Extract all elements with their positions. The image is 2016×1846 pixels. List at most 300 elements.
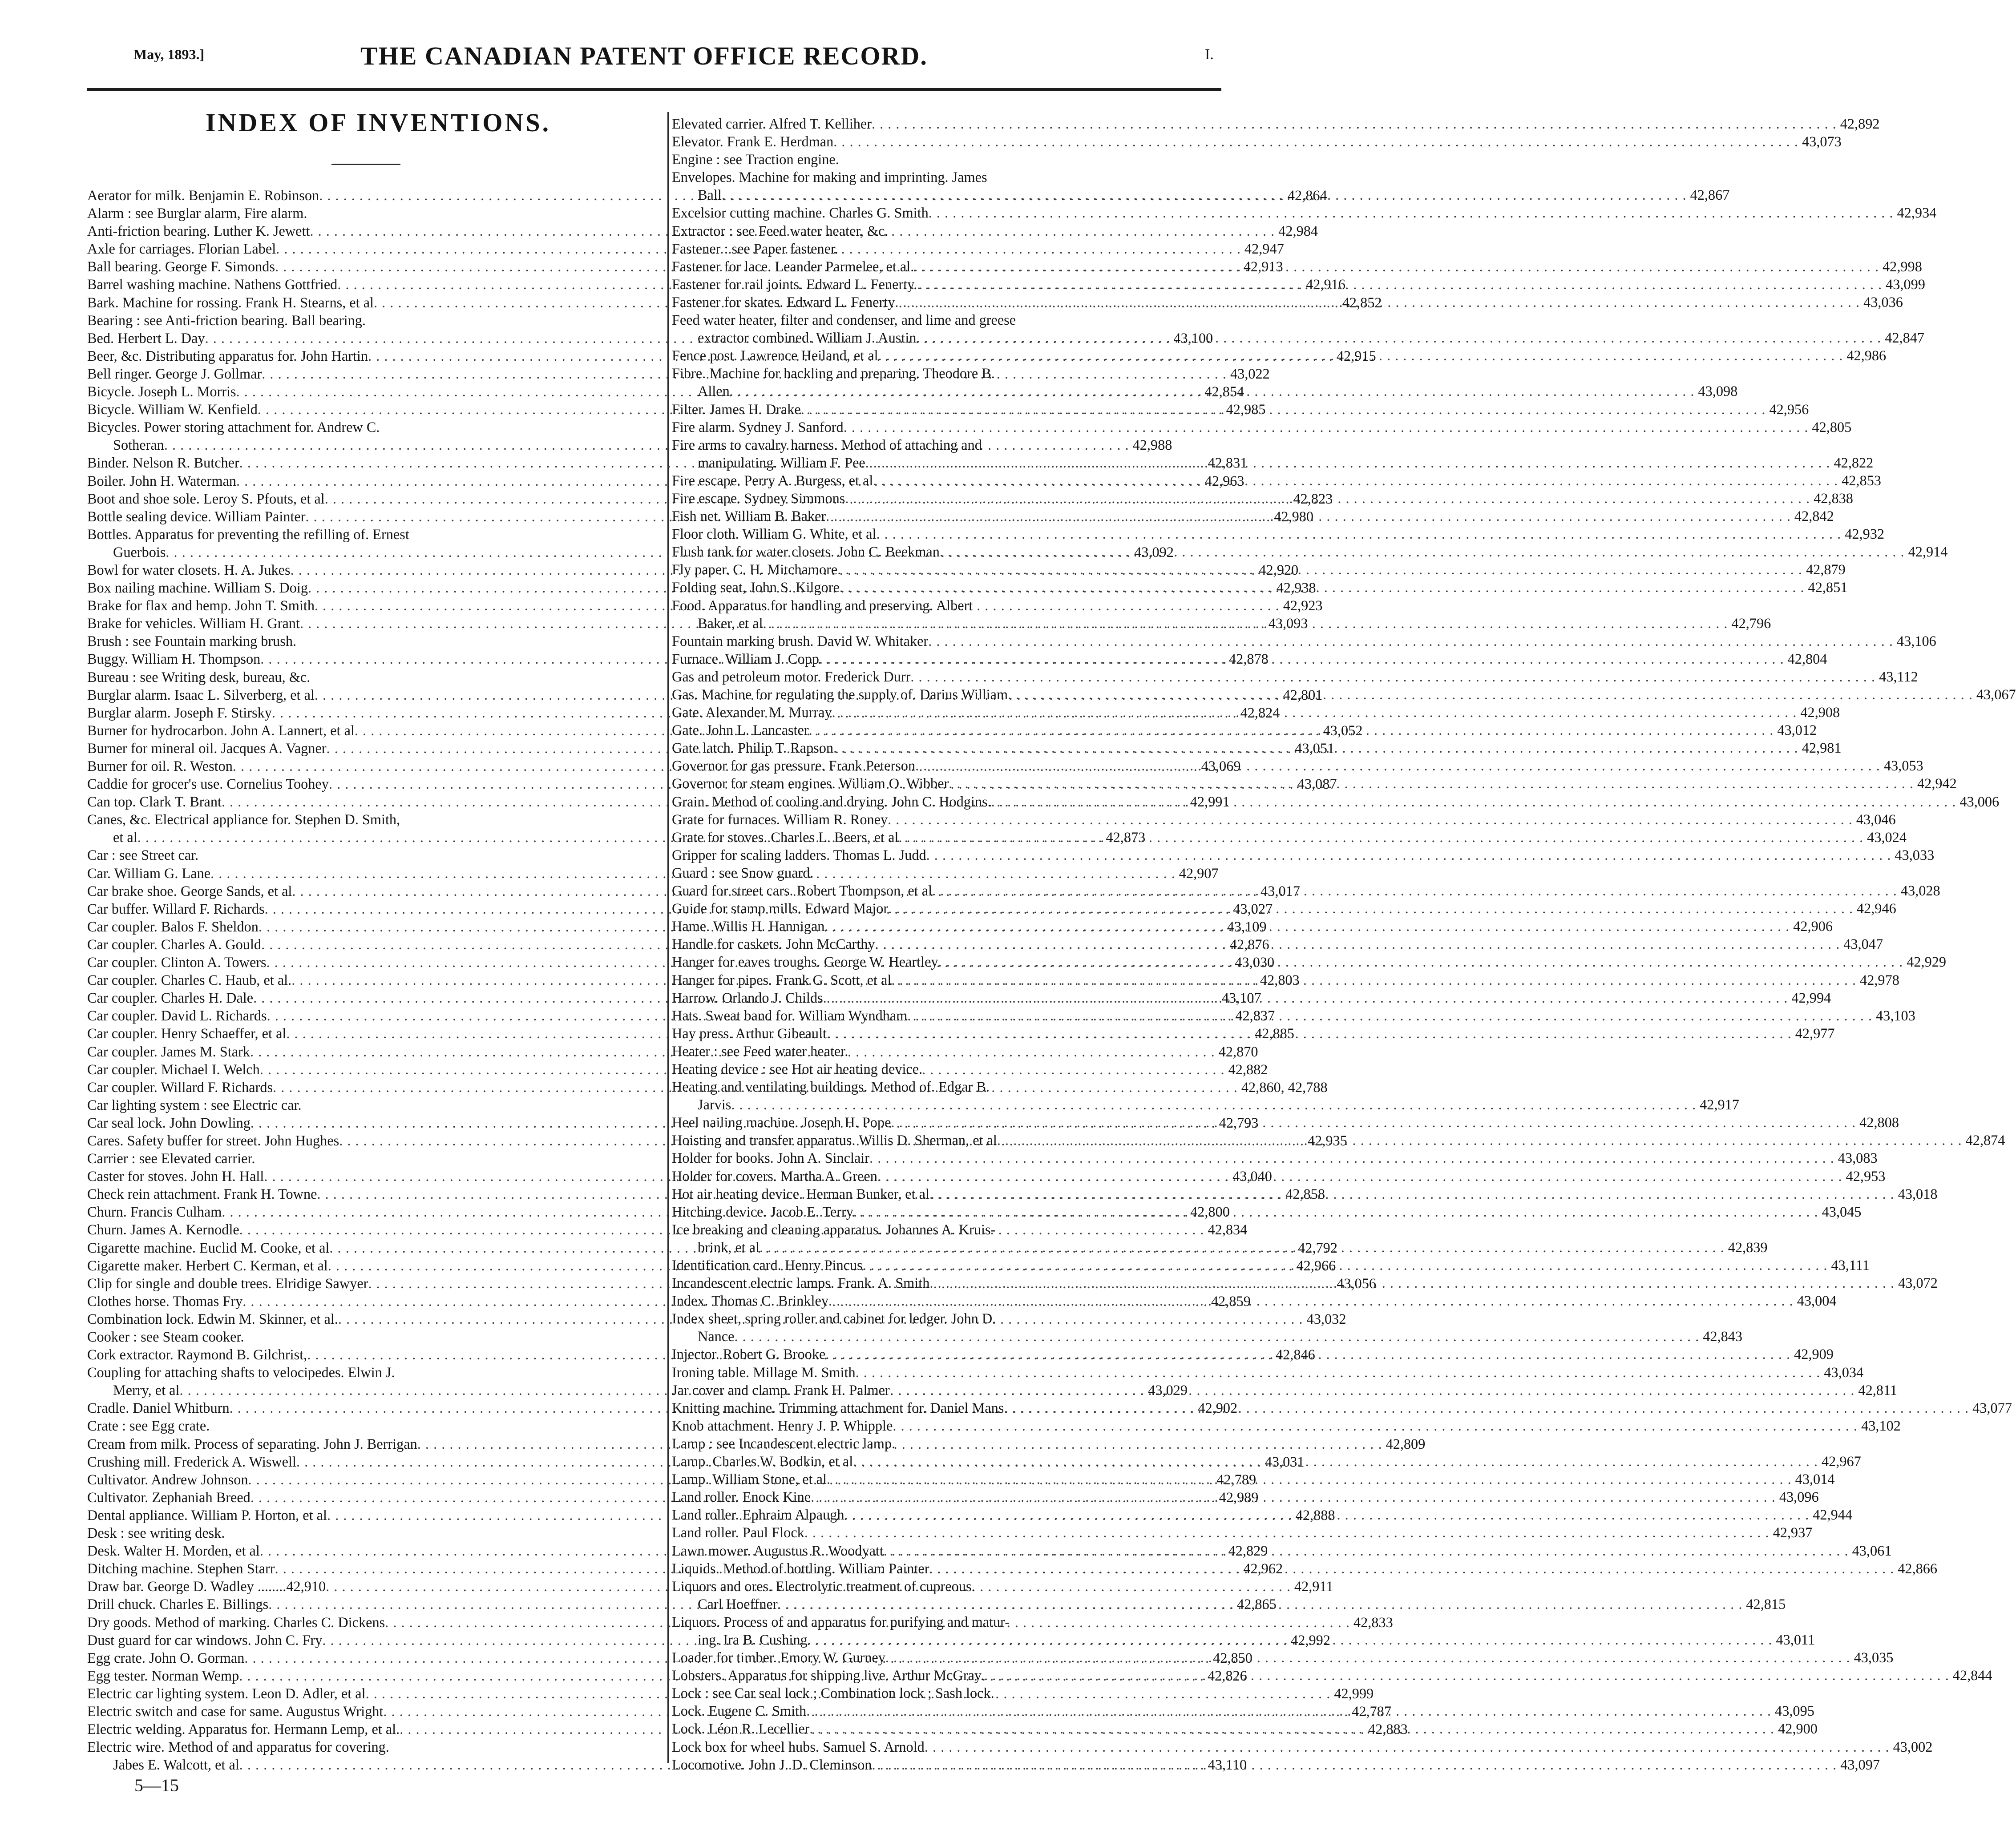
patent-number: 42,870 [1218, 1043, 1258, 1060]
patent-number: 42,885 [1255, 1025, 1294, 1042]
index-entry-text: Holder for covers. Martha A. Green [672, 1168, 877, 1184]
dot-leader [853, 1203, 1818, 1221]
index-entry-text: Lamp. Charles W. Bodkin, et al [672, 1453, 853, 1470]
printer-signature: 5—15 [134, 1775, 179, 1795]
index-entry-text: Bell ringer. George J. Gollmar [87, 365, 262, 382]
index-entry-continuation-text: Jabes E. Walcott, et al [113, 1757, 239, 1773]
patent-number: 42,883 [1368, 1721, 1408, 1737]
index-entry-text: Brush : see Fountain marking brush. [87, 633, 297, 649]
index-entry [672, 133, 1842, 150]
dot-leader [917, 275, 1882, 293]
patent-number: 42,846 [1276, 1346, 1315, 1363]
index-entry-text: Bicycle. Joseph L. Morris [87, 383, 236, 400]
index-entry-text: Desk. Walter H. Morden, et al [87, 1543, 260, 1559]
dot-leader [826, 507, 1791, 525]
patent-number: 43,040 [1232, 1168, 1272, 1185]
index-entry [672, 810, 1896, 828]
index-entry-text: Car coupler. Charles A. Gould [87, 936, 262, 952]
index-entry-text: Carrier : see Elevated carrier. [87, 1150, 255, 1167]
index-entry-text: Liquors. Process of and apparatus for purifying and matur- [672, 1613, 1010, 1630]
index-entry-text: Lawn mower. Augustus R. Woodyatt [672, 1542, 884, 1559]
index-cross-reference [672, 1060, 1215, 1078]
patent-number: 42,980 [1274, 508, 1314, 524]
patent-number: 42,999 [1334, 1685, 1374, 1701]
patent-number: 42,860, 42,788 [1241, 1079, 1328, 1095]
patent-number: 42,992 [1291, 1632, 1330, 1648]
index-entry-text: Feed water heater, filter and condenser, and lime and greese [672, 312, 1016, 328]
dot-leader [722, 186, 1687, 204]
dot-leader [856, 1363, 1821, 1381]
patent-number: 42,938 [1276, 580, 1316, 596]
patent-number: 43,112 [1879, 668, 1918, 685]
index-entry-continuation-text: et al [113, 829, 137, 846]
index-entry-text: Cradle. Daniel Whitburn [87, 1400, 230, 1416]
patent-number: 42,989 [1219, 1489, 1259, 1505]
index-entry-text: Lock : see Car seal lock ; Combination lock ; Sash lock. [672, 1685, 994, 1701]
index-entry-text: Car seal lock. John Dowling [87, 1114, 250, 1131]
index-entry-text: Hanger for eaves troughs. George W. Heartley [672, 954, 938, 970]
dot-leader [844, 1506, 1809, 1524]
dot-leader [916, 329, 1881, 347]
index-entry-text: Dry goods. Method of marking. Charles C. Dickens [87, 1614, 385, 1630]
index-entry-text: Car coupler. David L. Richards [87, 1008, 267, 1024]
index-entry-text: Aerator for milk. Benjamin E. Robinson [87, 187, 319, 203]
header-rule [87, 88, 1221, 91]
index-entry-continuation [672, 329, 1925, 347]
dot-leader [853, 1452, 1818, 1470]
index-entry-text: Clothes horse. Thomas Fry [87, 1293, 243, 1309]
dot-leader [828, 1292, 1794, 1310]
index-entry-text: Dental appliance. William P. Horton, et al [87, 1507, 327, 1523]
index-entry-text: Hay press. Arthur Gibeault [672, 1025, 827, 1041]
page-number: I. [1205, 46, 1214, 63]
patent-number: 43,035 [1854, 1649, 1894, 1666]
patent-number: 42,847 [1885, 330, 1925, 346]
section-title: INDEX OF INVENTIONS. [205, 108, 551, 137]
patent-number: 42,851 [1808, 579, 1848, 596]
patent-number: 42,953 [1846, 1168, 1886, 1184]
patent-number: 42,831 [1208, 455, 1248, 471]
index-entry-text: Gripper for scaling ladders. Thomas L. Judd [672, 846, 926, 863]
index-cross-reference [87, 1417, 592, 1435]
index-entry-text: Egg tester. Norman Wemp [87, 1667, 239, 1684]
patent-number: 42,789 [1216, 1471, 1256, 1487]
index-entry-text: Buggy. William H. Thompson [87, 651, 261, 667]
index-cross-reference [672, 864, 1215, 882]
dot-leader [837, 560, 1802, 578]
index-entry-text: Coupling for attaching shafts to velocipedes. Elwin J. [87, 1364, 395, 1381]
dot-leader [898, 828, 1863, 846]
index-entry-line [672, 1310, 1215, 1327]
dot-leader [804, 1524, 1770, 1541]
patent-number: 42,811 [1858, 1382, 1898, 1398]
index-entry-continuation-text: Allen [698, 383, 730, 399]
patent-number: 42,915 [1336, 347, 1376, 364]
index-cross-reference [87, 1524, 592, 1542]
index-entry-text: Heating device : see Hot air heating device. [672, 1060, 923, 1077]
patent-number: 43,022 [1230, 365, 1270, 382]
dot-leader [925, 1738, 1890, 1756]
patent-number: 43,067 [1976, 686, 2016, 702]
index-entry-text: Burner for hydrocarbon. John A. Lannert, et al [87, 722, 355, 738]
patent-number: 42,946 [1856, 900, 1896, 917]
index-entry-text: Floor cloth. William G. White, et al [672, 526, 877, 542]
patent-number: 42,967 [1822, 1453, 1861, 1470]
index-entry-text: Heel nailing machine. Joseph H. Pope [672, 1114, 891, 1131]
patent-number: 42,956 [1769, 401, 1809, 417]
index-entry-line [672, 1221, 1215, 1238]
index-entry-text: Egg crate. John O. Gorman [87, 1649, 245, 1666]
patent-number: 42,865 [1237, 1596, 1277, 1612]
patent-number: 43,109 [1227, 918, 1267, 935]
index-entry-text: Bicycle. William W. Kenfield [87, 401, 258, 418]
index-entry-text: Loader for timber. Emory W. Gurney [672, 1649, 885, 1666]
index-entry-text: Harrow. Orlando J. Childs [672, 989, 823, 1006]
index-entry-text: Excelsior cutting machine. Charles G. Smith [672, 205, 929, 221]
page-header-title: THE CANADIAN PATENT OFFICE RECORD. [360, 41, 928, 70]
patent-number: 43,006 [1959, 793, 2000, 810]
index-entry-line [87, 418, 592, 436]
index-entry [672, 1149, 1878, 1167]
index-cross-reference [87, 846, 592, 864]
index-entry-text: Hoisting and transfer apparatus. Willis D. Sherman, et al [672, 1132, 997, 1149]
patent-number: 43,018 [1898, 1185, 1938, 1202]
index-entry-text: Ice breaking and cleaning apparatus. Johannes A. Kruis- [672, 1221, 996, 1237]
dot-leader [891, 1113, 1856, 1131]
patent-number: 42,873 [1106, 829, 1146, 846]
index-entry-text: Electric car lighting system. Leon D. Adler, et al [87, 1685, 366, 1701]
dot-leader [806, 1702, 1771, 1720]
patent-number: 42,888 [1295, 1507, 1335, 1523]
patent-number: 43,093 [1268, 615, 1308, 632]
index-cross-reference [672, 240, 1215, 258]
dot-leader [929, 1560, 1895, 1577]
patent-number: 42,824 [1240, 704, 1280, 721]
patent-number: 43,061 [1852, 1542, 1892, 1559]
patent-number: 42,804 [1787, 650, 1827, 667]
index-entry-continuation-text: Merry, et al [113, 1382, 180, 1399]
patent-number: 42,796 [1731, 615, 1771, 631]
index-entry-text: Heater : see Feed water heater. [672, 1043, 848, 1059]
patent-number: 43,087 [1297, 776, 1337, 792]
index-cross-reference [672, 150, 1215, 168]
dot-leader [827, 1470, 1792, 1488]
index-entry-continuation-text: extractor combined. William J. Austin [698, 330, 917, 346]
index-entry-text: Brake for vehicles. William H. Grant [87, 615, 300, 632]
index-entry-text: Burner for oil. R. Weston [87, 758, 233, 774]
index-entry-text: Liquids. Method of bottling. William Painter [672, 1560, 929, 1576]
index-entry-text: Liquors and ores. Electrolytic treatment of cupreous. [672, 1578, 975, 1594]
patent-number: 42,985 [1226, 401, 1266, 418]
patent-number: 43,111 [1831, 1257, 1870, 1273]
patent-number: 42,878 [1229, 651, 1269, 667]
patent-number: 42,984 [1278, 223, 1318, 239]
patent-number: 43,069 [1201, 758, 1241, 774]
patent-number: 42,853 [1842, 472, 1881, 488]
dot-leader [832, 703, 1797, 721]
index-entry-line [87, 525, 592, 543]
index-entry [672, 204, 1937, 222]
index-cross-reference [672, 1042, 1215, 1060]
dot-leader [888, 899, 1853, 917]
index-entry-text: Fire alarm. Sydney J. Sanford [672, 419, 844, 435]
index-entry [672, 793, 2000, 810]
index-entry-text: Fastener for skates. Edward L. Fenerty [672, 294, 895, 310]
index-entry-text: Index sheet, spring roller and cabinet for ledger. John D. [672, 1310, 996, 1327]
index-entry-line [672, 1577, 1215, 1595]
index-entry [672, 1417, 1901, 1435]
index-entry-text: Drill chuck. Charles E. Billings [87, 1596, 269, 1612]
index-entry-text: Anti-friction bearing. Luther K. Jewett [87, 223, 310, 239]
patent-number: 43,102 [1861, 1417, 1901, 1434]
patent-number: 42,803 [1260, 972, 1300, 988]
index-entry-text: Dust guard for car windows. John C. Fry [87, 1632, 323, 1648]
index-entry-text: Grate for stoves. Charles L. Beers, et al [672, 829, 899, 845]
section-title-rule [331, 164, 400, 165]
patent-number: 43,014 [1795, 1471, 1835, 1487]
index-entry-text: Car coupler. Charles C. Haub, et al. [87, 972, 292, 988]
index-entry-text: Fly paper. C. H. Mitchamore [672, 561, 838, 578]
dot-leader [809, 1720, 1774, 1737]
index-entry-text: Grain. Method of cooling and drying. John C. Hodgins. [672, 793, 991, 810]
patent-number: 42,829 [1228, 1543, 1268, 1559]
index-entry-text: Draw bar. George D. Wadley ........42,910 [87, 1578, 326, 1595]
dot-leader [778, 1595, 1743, 1613]
patent-number: 43,028 [1900, 883, 1940, 899]
dot-leader [865, 454, 1830, 472]
patent-number: 43,029 [1148, 1382, 1188, 1399]
index-entry-text: Ditching machine. Stephen Starr [87, 1560, 275, 1577]
dot-leader [823, 989, 1788, 1007]
index-entry-text: Locomotive. John J. D. Cleminson [672, 1756, 872, 1773]
index-cross-reference [87, 1149, 592, 1167]
index-cross-reference [87, 311, 592, 329]
index-entry [672, 1524, 1813, 1541]
index-entry-text: Hanger for pipes. Frank G. Scott, et al [672, 971, 892, 988]
index-entry-continuation-text: Carl Hoeffner [698, 1596, 778, 1612]
patent-number: 42,942 [1917, 775, 1957, 792]
dot-leader [929, 1274, 1895, 1292]
index-entry-text: Burner for mineral oil. Jacques A. Vagner [87, 740, 327, 756]
index-entry-text: Car coupler. Clinton A. Towers [87, 954, 267, 971]
index-entry-continuation-text: Guerbois [113, 544, 166, 560]
index-entry-text: Fish net. William B. Baker [672, 508, 826, 524]
index-entry-text: Hitching device. Jacob E. Terry [672, 1203, 853, 1220]
index-entry-text: Cultivator. Zephaniah Breed [87, 1489, 250, 1505]
index-entry-text: Lock. Léon R. Lecellier [672, 1721, 810, 1737]
patent-number: 43,012 [1777, 722, 1817, 738]
index-entry-text: Caddie for grocer's use. Cornelius Toohey [87, 776, 329, 792]
index-entry-line [87, 1363, 592, 1381]
index-entry-continuation-text: Sotheran [113, 437, 164, 453]
index-entry-text: Fibre. Machine for hackling and preparing. Theodore B. [672, 365, 995, 382]
patent-number: 42,932 [1845, 526, 1885, 542]
index-entry-text: Bottles. Apparatus for preventing the refilling of. Ernest [87, 526, 409, 542]
index-entry [672, 115, 1880, 133]
index-entry-text: Lamp. William Stone, et al [672, 1471, 827, 1487]
index-entry-text: Extractor : see Feed water heater, &c. [672, 222, 889, 239]
patent-number: 42,892 [1840, 116, 1880, 132]
patent-number: 43,098 [1698, 383, 1738, 399]
index-entry [672, 543, 1948, 560]
index-entry-text: Food. Apparatus for handling and preserving. Albert [672, 597, 973, 613]
index-entry-text: Cream from milk. Process of separating. John J. Berrigan [87, 1435, 417, 1452]
index-entry-text: Can top. Clark T. Brant [87, 794, 222, 810]
dot-leader [875, 935, 1840, 953]
dot-leader [926, 846, 1891, 864]
index-entry-text: Heating and ventilating buildings. Method of. Edgar B. [672, 1079, 990, 1095]
dot-leader [878, 347, 1843, 364]
patent-number: 43,045 [1822, 1203, 1862, 1220]
index-entry-continuation-text: ing. Ira B. Cushing [698, 1631, 808, 1648]
index-entry-line [672, 168, 1215, 186]
index-entry-text: Check rein attachment. Frank H. Towne [87, 1186, 317, 1202]
index-entry-text: Beer, &c. Distributing apparatus for. John Hartin [87, 347, 368, 364]
index-entry-text: Car coupler. Michael I. Welch [87, 1061, 260, 1077]
dot-leader [872, 115, 1837, 133]
index-entry-text: Land roller. Ephraim Alpaugh [672, 1507, 844, 1523]
patent-number: 42,966 [1296, 1257, 1336, 1274]
index-entry-line [87, 810, 592, 828]
patent-number: 42,929 [1907, 954, 1947, 970]
index-entry-text: Jar cover and clamp. Frank H. Palmer [672, 1382, 890, 1398]
patent-number: 42,900 [1778, 1721, 1818, 1737]
index-entry-text: Lock. Eugene C. Smith [672, 1703, 807, 1719]
index-entry-text: Fire escape. Sydney Simmons [672, 490, 845, 506]
dot-leader [914, 258, 1879, 275]
patent-number: 42,991 [1190, 794, 1230, 810]
dot-leader [949, 774, 1914, 792]
dot-leader [876, 525, 1841, 543]
patent-number: 43,031 [1265, 1453, 1305, 1470]
patent-number: 42,907 [1179, 865, 1219, 881]
index-entry-text: Cigarette machine. Euclid M. Cooke, et al [87, 1239, 330, 1256]
patent-number: 42,981 [1802, 740, 1842, 756]
dot-leader [819, 650, 1784, 668]
dot-leader [734, 1327, 1699, 1345]
index-entry-text: Injector. Robert G. Brooke [672, 1346, 826, 1362]
patent-number: 42,826 [1207, 1667, 1247, 1684]
index-entry-text: Car lighting system : see Electric car. [87, 1096, 302, 1113]
index-entry-text: Churn. James A. Kernodle [87, 1221, 239, 1238]
dot-leader [997, 1131, 1962, 1149]
dot-leader [991, 793, 1956, 810]
patent-number: 42,998 [1883, 258, 1922, 274]
index-entry-text: Hame. Willis H. Hannigan [672, 918, 825, 935]
index-entry-continuation-text: manipulating. William F. Pee [698, 454, 865, 471]
patent-number: 42,800 [1190, 1204, 1230, 1220]
dot-leader [938, 953, 1903, 971]
index-entry-text: Crate : see Egg crate. [87, 1418, 210, 1434]
patent-number: 43,096 [1779, 1489, 1819, 1505]
index-entry-text: Axle for carriages. Florian Label [87, 241, 276, 257]
dot-leader [877, 1167, 1842, 1185]
patent-number: 43,052 [1323, 722, 1363, 738]
index-entry-text: Gate latch. Philip T. Rapson [672, 740, 833, 756]
index-entry-text: Electric welding. Apparatus for. Hermann Lemp, et al. [87, 1721, 400, 1737]
patent-number: 42,908 [1800, 704, 1840, 721]
index-entry-text: Gate. Alexander M. Murray [672, 704, 832, 721]
index-entry-text: Hats. Sweat band for. William Wyndham [672, 1007, 908, 1024]
patent-number: 42,864 [1287, 187, 1327, 203]
index-entry-line [672, 436, 1215, 454]
dot-leader [863, 1256, 1828, 1274]
index-entry-text: Governor for gas pressure. Frank Peterson [672, 758, 916, 774]
dot-leader [825, 1345, 1790, 1363]
index-entry-text: Car brake shoe. George Sands, et al [87, 883, 292, 899]
index-entry-continuation-text: Baker, et al [698, 615, 763, 631]
index-entry-line [672, 597, 1215, 614]
patent-number: 42,842 [1794, 508, 1834, 524]
index-entry-text: Index. Thomas C. Brinkley [672, 1293, 828, 1309]
patent-number: 43,107 [1221, 990, 1261, 1006]
index-entry-text: Knob attachment. Henry J. P. Whipple [672, 1417, 893, 1434]
index-entry-text: Lobsters. Apparatus for shipping live. Arthur McGray. [672, 1667, 985, 1684]
patent-number: 42,854 [1204, 383, 1244, 400]
index-entry-text: Clip for single and double trees. Elridige Sawyer [87, 1275, 368, 1291]
dot-leader [1008, 685, 1973, 703]
index-entry-text: Hot air heating device. Herman Bunker, et al [672, 1185, 929, 1202]
index-cross-reference [672, 1435, 1215, 1452]
patent-number: 42,879 [1806, 561, 1846, 578]
index-entry-text: Car : see Street car. [87, 847, 199, 863]
patent-number: 43,011 [1776, 1631, 1815, 1648]
index-entry-text: Furnace. William J. Copp [672, 650, 819, 667]
patent-number: 42,844 [1952, 1667, 1992, 1684]
index-entry-text: Gas and petroleum motor. Frederick Durr [672, 668, 911, 685]
patent-number: 42,986 [1846, 347, 1887, 364]
index-entry-text: Folding seat, John S. Kilgore [672, 579, 840, 596]
index-cross-reference [87, 204, 592, 222]
index-entry-text: Bark. Machine for rossing. Frank H. Stearns, et al [87, 294, 374, 310]
patent-number: 42,839 [1728, 1239, 1768, 1255]
index-entry-text: Bed. Herbert L. Day [87, 330, 205, 346]
index-entry-text: Lock box for wheel hubs. Samuel S. Arnold [672, 1738, 925, 1755]
patent-number: 42,916 [1306, 276, 1345, 293]
patent-number: 42,920 [1259, 561, 1299, 578]
index-entry-text: Fire escape. Perry A. Burgess, et al [672, 472, 873, 488]
index-entry [672, 632, 1936, 650]
index-entry-text: Identification card. Henry Pincus [672, 1257, 863, 1273]
dot-leader [731, 1096, 1696, 1113]
index-entry-text: Barrel washing machine. Nathens Gottfried [87, 276, 338, 293]
dot-leader [873, 472, 1838, 489]
index-entry-text: Holder for books. John A. Sinclair [672, 1150, 870, 1166]
patent-number: 43,056 [1337, 1275, 1377, 1291]
index-entry-text: Lamp : see Incandescent electric lamp. [672, 1435, 896, 1451]
index-entry-text: Electric switch and case for same. Augustus Wright [87, 1703, 384, 1719]
index-entry [672, 525, 1885, 543]
index-entry-continuation [672, 1327, 1743, 1345]
index-entry-text: Handle for caskets. John McCarthy [672, 936, 875, 952]
patent-number: 42,876 [1229, 936, 1269, 952]
index-entry [672, 1381, 1898, 1399]
dot-leader [932, 882, 1897, 899]
patent-number: 42,837 [1235, 1008, 1275, 1024]
patent-number: 43,047 [1843, 936, 1883, 952]
index-entry-text: Guard : see Snow guard. [672, 864, 814, 881]
index-cross-reference [672, 1684, 1215, 1702]
index-entry-text: Bicycles. Power storing attachment for. Andrew C. [87, 419, 380, 435]
index-entry-text: Governor for steam engines. William O. Wibber [672, 775, 949, 792]
index-entry-text: Canes, &c. Electrical appliance for. Stephen D. Smith, [87, 811, 400, 828]
patent-number: 43,036 [1863, 294, 1903, 310]
dot-leader [844, 418, 1809, 436]
dot-leader [833, 739, 1798, 757]
index-entry-continuation-text: Ball [698, 187, 722, 203]
dot-leader [730, 382, 1695, 400]
index-entry-text: Ironing table. Millage M. Smith [672, 1364, 856, 1380]
